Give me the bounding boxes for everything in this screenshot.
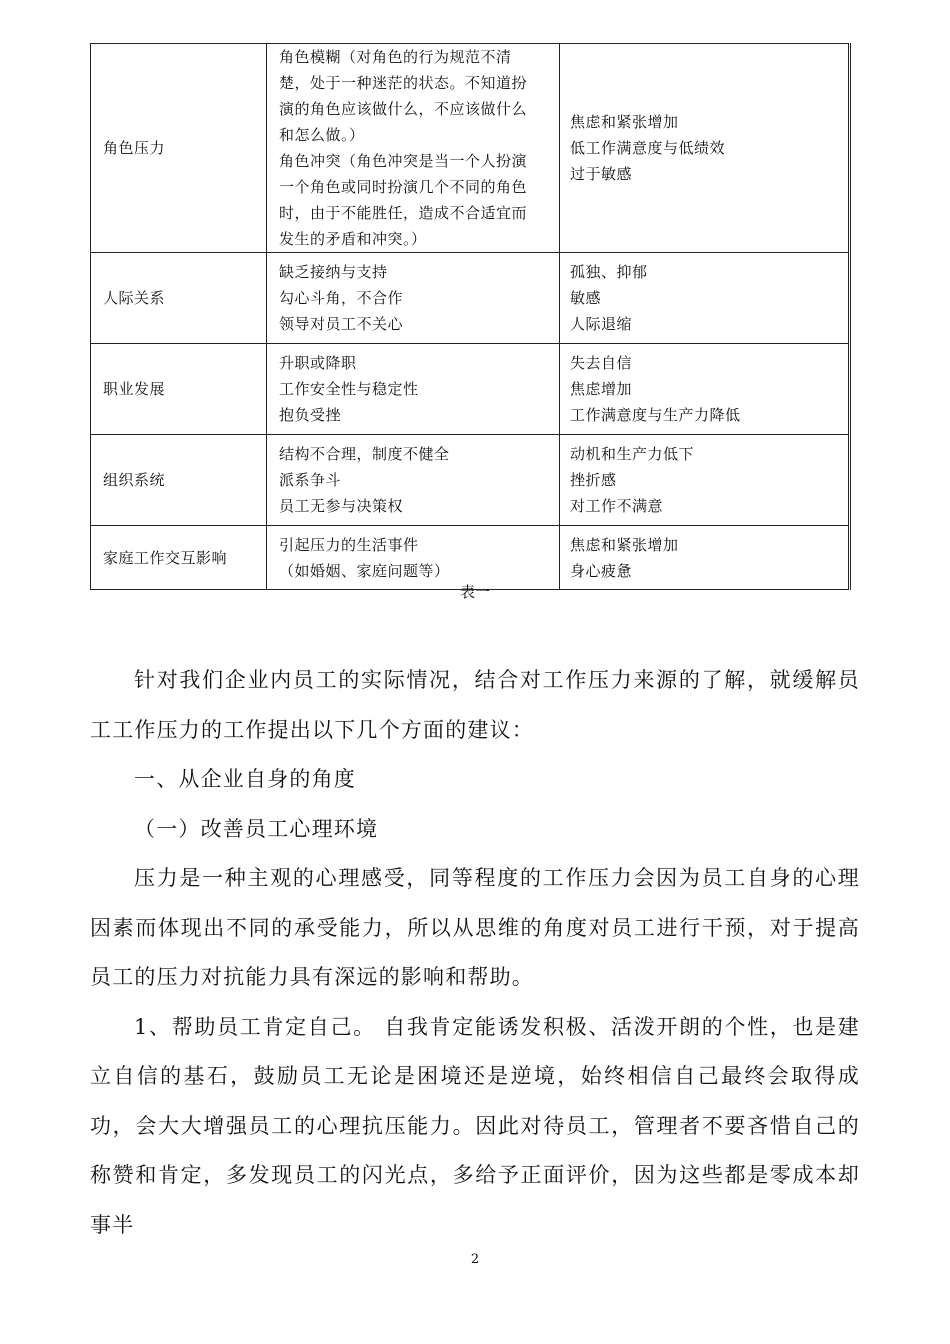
stress-source-label: 职业发展 [103,380,166,398]
cause-line: 升职或降职 [279,354,357,372]
paragraph: 针对我们企业内员工的实际情况，结合对工作压力来源的了解，就缓解员工工作压力的工作提出以下几个方面的建议： [90,668,860,742]
stress-source-label: 家庭工作交互影响 [103,548,228,567]
stress-effect-cell [560,44,850,253]
stress-source-cell [91,344,267,435]
paragraph: 1、帮助员工肯定自己。 自我肯定能诱发积极、活泼开朗的个性，也是建立自信的基石，鼓励员工无论是困境还是逆境，始终相信自己最终会取得成功，会大大增强员工的心理抗压能力。因此对待员工，管理者不要吝惜自己的称赞和肯定，多发现员工的闪光点，多给予正面评价，因为这些都是零成本却事半 [90,1014,860,1237]
stress-cause-cell [267,435,560,526]
stress-source-cell [91,44,267,253]
table-row [91,344,850,435]
table-row [91,526,850,590]
stress-source-label: 角色压力 [103,139,166,157]
stress-cause-cell [267,526,560,590]
effect-line: 身心疲惫 [570,561,633,580]
table-caption: 表一 [459,583,490,601]
stress-effect-cell [560,435,850,526]
stress-effect-cell [560,253,850,344]
cause-line: 派系争斗 [279,471,342,489]
cause-line: 演的角色应该做什么，不应该做什么 [279,100,528,118]
cause-line: 工作安全性与稳定性 [279,380,419,398]
stress-source-cell [91,253,267,344]
effect-line: 敏感 [570,289,602,307]
subsection-heading: （一）改善员工心理环境 [134,816,379,841]
cause-line: 发生的矛盾和冲突。） [279,230,427,248]
stress-source-cell [91,526,267,590]
stress-effect-cell [560,344,850,435]
effect-line: 动机和生产力低下 [570,445,695,463]
cause-line: 缺乏接纳与支持 [279,263,388,281]
effect-line: 低工作满意度与低绩效 [570,139,726,157]
cause-line: 引起压力的生活事件 [279,535,419,554]
cause-line: 时，由于不能胜任，造成不合适宜而 [279,204,528,222]
effect-line: 工作满意度与生产力降低 [570,406,741,424]
effect-line: 失去自信 [570,354,633,372]
cause-line: （如婚姻、家庭问题等） [279,561,450,580]
stress-source-label: 人际关系 [103,289,166,307]
paragraph: 压力是一种主观的心理感受，同等程度的工作压力会因为员工自身的心理因素而体现出不同的承受能力，所以从思维的角度对员工进行干预，对于提高员工的压力对抗能力具有深远的影响和帮助。 [90,866,860,989]
cause-line: 和怎么做。） [279,126,365,144]
stress-cause-cell [267,253,560,344]
page-number: 2 [470,1252,480,1267]
effect-line: 对工作不满意 [570,497,664,515]
stress-source-label: 组织系统 [103,471,166,489]
effect-line: 人际退缩 [570,315,633,333]
effect-line: 焦虑增加 [570,380,633,398]
cause-line: 结构不合理，制度不健全 [279,445,450,463]
cause-line: 抱负受挫 [279,406,342,424]
cause-line: 领导对员工不关心 [279,315,404,333]
stress-cause-cell [267,44,560,253]
cause-line: 员工无参与决策权 [279,497,404,515]
stress-effect-cell [560,526,850,590]
cause-line: 角色冲突（角色冲突是当一个人扮演 [279,152,528,170]
effect-line: 焦虑和紧张增加 [570,113,679,131]
stress-source-cell [91,435,267,526]
table-row [91,435,850,526]
stress-source-table [90,43,851,590]
cause-line: 楚，处于一种迷茫的状态。不知道扮 [279,74,528,92]
table-row [91,44,850,253]
body-text [90,656,860,1250]
effect-line: 挫折感 [570,471,617,489]
cause-line: 勾心斗角，不合作 [279,289,404,307]
cause-line: 角色模糊（对角色的行为规范不清 [279,48,512,66]
effect-line: 孤独、抑郁 [570,263,648,281]
section-heading: 一、从企业自身的角度 [134,767,356,791]
table-row [91,253,850,344]
effect-line: 过于敏感 [570,165,633,183]
stress-cause-cell [267,344,560,435]
cause-line: 一个角色或同时扮演几个不同的角色 [279,178,528,196]
effect-line: 焦虑和紧张增加 [570,535,679,554]
